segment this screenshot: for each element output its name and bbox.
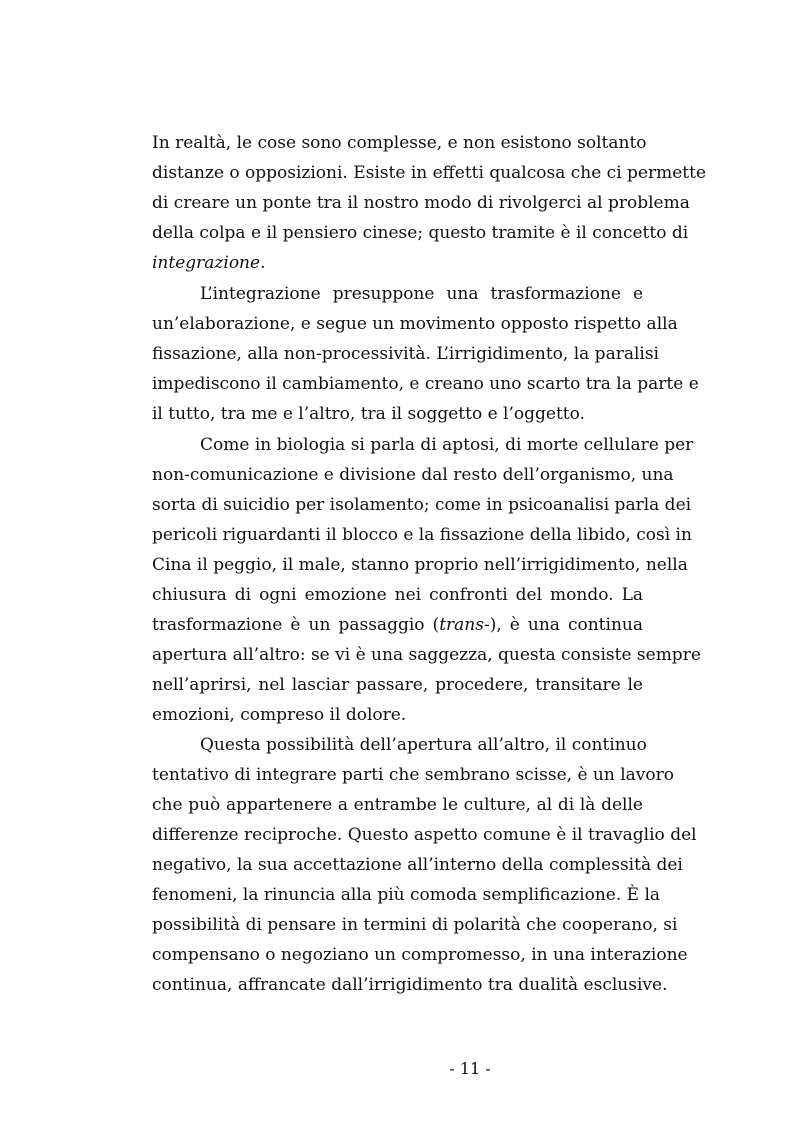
body-line: Questa possibilità dell’apertura all’altro, il continuo <box>200 735 647 755</box>
sentence-end: . <box>260 253 266 273</box>
body-line: impediscono il cambiamento, e creano uno scarto tra la parte e <box>152 374 699 394</box>
body-line: In realtà, le cose sono complesse, e non esistono soltanto <box>152 133 647 153</box>
line-segment: ), è una continua <box>489 615 643 635</box>
body-line: nell’aprirsi, nel lasciar passare, procedere, transitare le <box>152 675 643 695</box>
body-line: chiusura di ogni emozione nei confronti del mondo. La <box>152 585 643 605</box>
body-line: possibilità di pensare in termini di polarità che cooperano, si <box>152 915 678 935</box>
body-line: differenze reciproche. Questo aspetto comune è il travaglio del <box>152 825 697 845</box>
body-line: di creare un ponte tra il nostro modo di rivolgerci al problema <box>152 193 690 213</box>
body-line: compensano o negoziano un compromesso, in una interazione <box>152 945 688 965</box>
body-line: non-comunicazione e divisione dal resto dell’organismo, una <box>152 465 674 485</box>
body-line: distanze o opposizioni. Esiste in effetti qualcosa che ci permette <box>152 163 707 183</box>
body-line: tentativo di integrare parti che sembrano scisse, è un lavoro <box>152 765 674 785</box>
page-number: - 11 - <box>449 1059 491 1078</box>
body-line: che può appartenere a entrambe le culture, al di là delle <box>152 795 643 815</box>
body-line <box>152 613 643 637</box>
line-segment: trasformazione è un passaggio ( <box>152 615 440 635</box>
body-line: un’elaborazione, e segue un movimento opposto rispetto alla <box>152 314 678 334</box>
body-line: continua, affrancate dall’irrigidimento tra dualità esclusive. <box>152 975 668 995</box>
body-line: fenomeni, la rinuncia alla più comoda semplificazione. È la <box>152 885 661 905</box>
body-line: Cina il peggio, il male, stanno proprio nell’irrigidimento, nella <box>152 555 688 575</box>
italic-term: integrazione <box>152 253 261 273</box>
body-line: il tutto, tra me e l’altro, tra il soggetto e l’oggetto. <box>152 404 585 424</box>
body-line: Come in biologia si parla di aptosi, di morte cellulare per <box>200 435 694 455</box>
body-line: emozioni, compreso il dolore. <box>152 705 407 725</box>
body-line: L’integrazione presuppone una trasformazione e <box>200 284 643 304</box>
body-line: fissazione, alla non-processività. L’irrigidimento, la paralisi <box>152 344 659 364</box>
body-line: negativo, la sua accettazione all’interno della complessità dei <box>152 855 683 875</box>
italic-term: trans- <box>439 615 490 635</box>
body-line: pericoli riguardanti il blocco e la fissazione della libido, così in <box>152 525 692 545</box>
body-line <box>152 251 643 275</box>
body-line: sorta di suicidio per isolamento; come in psicoanalisi parla dei <box>152 495 692 515</box>
body-line: della colpa e il pensiero cinese; questo tramite è il concetto di <box>152 223 689 243</box>
body-line: apertura all’altro: se vi è una saggezza, questa consiste sempre <box>152 645 701 665</box>
